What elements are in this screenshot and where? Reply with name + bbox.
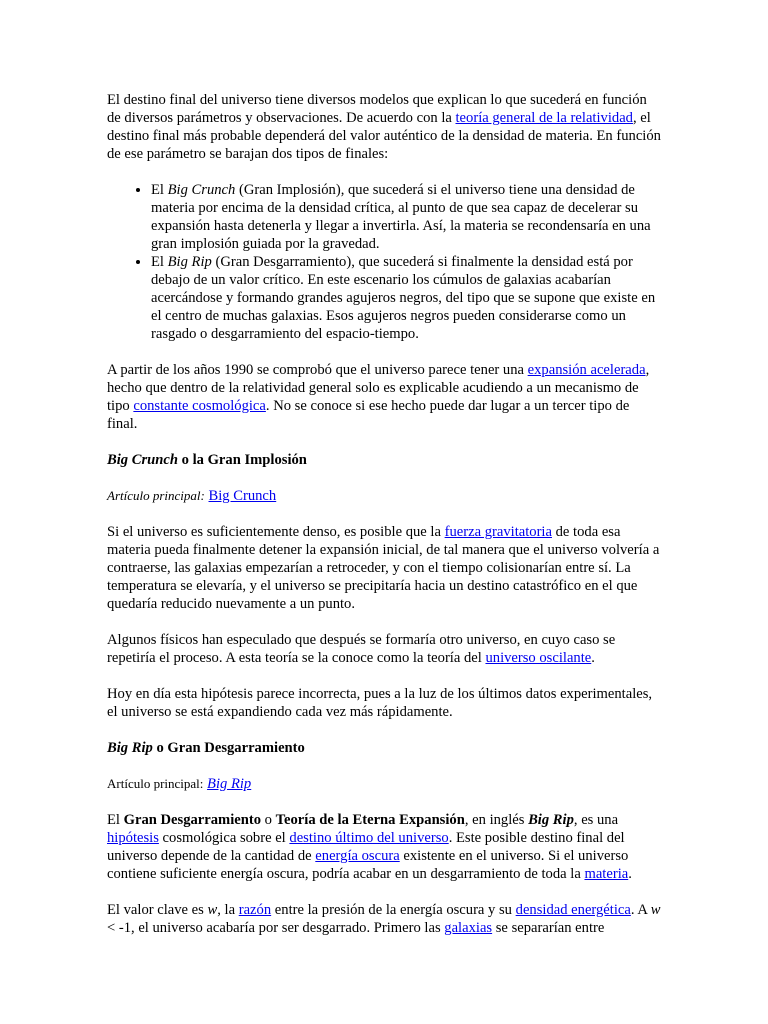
paragraph-densidad: Si el universo es suficientemente denso, es posible que la fuerza gravitatoria de toda esa materia pueda finalmente detener la expansión inicial, de tal manera que el universo volvería a contraerse, las galaxias empezarían a retroceder, y con el tiempo colisionarían entre sí. La temperatura se elevaría, y el universo se precipitaría hacia un destino catastrófico en el que quedaría reducido nuevamente a un punto. (107, 524, 660, 612)
list-item-big-rip: • El Big Rip (Gran Desgarramiento), que sucederá si finalmente la densidad está por debajo de un valor crítico. En este escenario los cúmulos de galaxias acabarían acercándose y formando grandes agujeros negros, del tipo que se supone que existe en el centro de muchas galaxias. Esos agujeros negros pueden considerarse como un rasgado o desgarramiento del espacio-tiempo. (151, 253, 663, 343)
heading-big-crunch: Big Crunch o la Gran Implosión (107, 452, 307, 468)
link-fuerza-gravitatoria[interactable]: fuerza gravitatoria (444, 524, 552, 540)
link-razon[interactable]: razón (238, 902, 272, 918)
paragraph-gran-desgarramiento: El Gran Desgarramiento o Teoría de la Eterna Expansión, en inglés Big Rip, es una hipótesis cosmológica sobre el destino último del universo. Este posible destino final del universo depende de la cantidad de energía oscura existente en el universo. Si el universo contiene suficiente energía oscura, podría acabar en un desgarramiento de toda la materia. (107, 812, 632, 882)
paragraph-intro: El destino final del universo tiene diversos modelos que explican lo que sucederá en función de diversos parámetros y observaciones. De acuerdo con la teoría general de la relatividad, el destino final más probable dependerá del valor auténtico de la densidad de materia. En función de ese parámetro se barajan dos tipos de finales: (107, 92, 661, 162)
link-energia-oscura[interactable]: energía oscura (315, 848, 400, 864)
main-article-big-rip: Artículo principal: Big Rip (107, 776, 252, 792)
link-big-crunch-article[interactable]: Big Crunch (208, 488, 277, 504)
paragraph-oscilante: Algunos físicos han especulado que después se formaría otro universo, en cuyo caso se repetiría el proceso. A esta teoría se la conoce como la teoría del universo oscilante. (107, 632, 616, 666)
main-article-big-crunch: Artículo principal: Big Crunch (107, 488, 277, 504)
link-hipotesis[interactable]: hipótesis (107, 830, 159, 846)
link-materia[interactable]: materia (584, 866, 629, 882)
link-teoria-general-relatividad[interactable]: teoría general de la relatividad (455, 110, 633, 126)
finales-list (107, 181, 663, 343)
link-destino-ultimo-universo[interactable]: destino último del universo (289, 830, 449, 846)
paragraph-valor-clave: El valor clave es w, la razón entre la presión de la energía oscura y su densidad energética. A w < -1, el universo acabaría por ser desgarrado. Primero las galaxias se separarían entre (107, 902, 661, 936)
link-big-rip-article[interactable]: Big Rip (207, 776, 252, 792)
paragraph-hipotesis-incorrecta: Hoy en día esta hipótesis parece incorrecta, pues a la luz de los últimos datos experimentales, el universo se está expandiendo cada vez más rápidamente. (107, 686, 653, 720)
link-universo-oscilante[interactable]: universo oscilante (485, 650, 592, 666)
heading-big-rip: Big Rip o Gran Desgarramiento (107, 740, 305, 756)
document-body (107, 91, 663, 955)
list-item-big-crunch: • El Big Crunch (Gran Implosión), que sucederá si el universo tiene una densidad de materia por encima de la densidad crítica, al punto de que sea capaz de decelerar su expansión hasta detenerla y llegar a invertirla. Así, la materia se recondensaría en una gran implosión guiada por la gravedad. (151, 181, 663, 253)
link-constante-cosmologica[interactable]: constante cosmológica (133, 398, 266, 414)
paragraph-expansion: A partir de los años 1990 se comprobó que el universo parece tener una expansión acelerada, hecho que dentro de la relatividad general solo es explicable acudiendo a un mecanismo de tipo constante cosmológica. No se conoce si ese hecho puede dar lugar a un tercer tipo de final. (107, 362, 650, 432)
link-expansion-acelerada[interactable]: expansión acelerada (527, 362, 646, 378)
link-densidad-energetica[interactable]: densidad energética (515, 902, 631, 918)
link-galaxias[interactable]: galaxias (444, 920, 493, 936)
